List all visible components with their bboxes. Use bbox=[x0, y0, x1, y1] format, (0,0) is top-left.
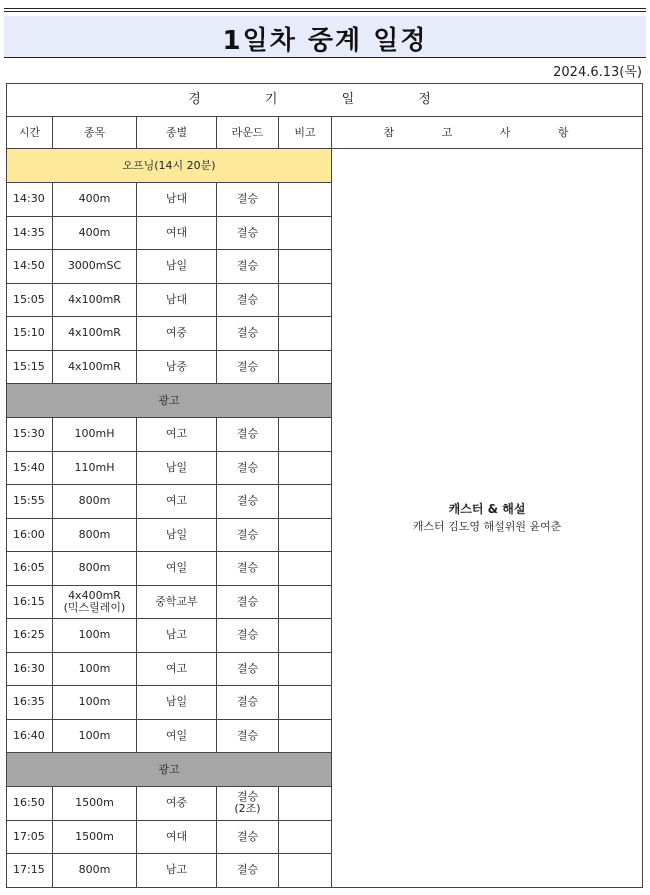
category-cell: 여중 bbox=[137, 317, 217, 351]
note-cell bbox=[279, 686, 332, 720]
note-cell bbox=[279, 283, 332, 317]
note-cell bbox=[279, 350, 332, 384]
round-cell: 결승 bbox=[217, 283, 279, 317]
note-cell bbox=[279, 854, 332, 888]
category-cell: 여일 bbox=[137, 552, 217, 586]
round-cell: 결승 bbox=[217, 686, 279, 720]
round-cell: 결승 bbox=[217, 619, 279, 653]
note-cell bbox=[279, 719, 332, 753]
round-cell: 결승 bbox=[217, 216, 279, 250]
event-cell: 100m bbox=[53, 686, 137, 720]
time-cell: 17:05 bbox=[7, 820, 53, 854]
event-cell bbox=[53, 585, 137, 619]
time-cell: 15:10 bbox=[7, 317, 53, 351]
time-cell: 14:50 bbox=[7, 250, 53, 284]
event-cell: 800m bbox=[53, 485, 137, 519]
round-cell: 결승 bbox=[217, 183, 279, 217]
time-cell: 16:30 bbox=[7, 652, 53, 686]
title-box bbox=[4, 16, 646, 58]
note-cell bbox=[279, 552, 332, 586]
note-cell bbox=[279, 418, 332, 452]
opening-cell: 오프닝(14시 20분) bbox=[7, 149, 332, 183]
ad-cell: 광고 bbox=[7, 753, 332, 787]
note-cell bbox=[279, 518, 332, 552]
time-cell: 16:40 bbox=[7, 719, 53, 753]
category-cell: 여대 bbox=[137, 820, 217, 854]
col-header-time: 시간 bbox=[7, 117, 53, 149]
category-cell: 여일 bbox=[137, 719, 217, 753]
time-cell: 14:35 bbox=[7, 216, 53, 250]
note-cell bbox=[279, 485, 332, 519]
round-cell: 결승 bbox=[217, 317, 279, 351]
time-cell: 17:15 bbox=[7, 854, 53, 888]
category-cell: 남일 bbox=[137, 451, 217, 485]
page-title: 1일차 중계 일정 bbox=[222, 26, 428, 56]
category-cell: 남일 bbox=[137, 250, 217, 284]
ad-cell: 광고 bbox=[7, 384, 332, 418]
event-cell: 800m bbox=[53, 552, 137, 586]
round-cell: 결승 bbox=[217, 518, 279, 552]
event-cell: 1500m bbox=[53, 787, 137, 821]
event-cell: 100mH bbox=[53, 418, 137, 452]
event-cell: 4x100mR bbox=[53, 317, 137, 351]
note-cell bbox=[279, 183, 332, 217]
col-header-note: 비고 bbox=[279, 117, 332, 149]
round-cell: 결승 bbox=[217, 250, 279, 284]
category-cell: 여고 bbox=[137, 485, 217, 519]
category-cell: 남고 bbox=[137, 619, 217, 653]
time-cell: 16:35 bbox=[7, 686, 53, 720]
note-cell bbox=[279, 451, 332, 485]
event-cell: 4x100mR bbox=[53, 350, 137, 384]
category-cell: 여대 bbox=[137, 216, 217, 250]
round-cell bbox=[217, 787, 279, 821]
col-header-round: 라운드 bbox=[217, 117, 279, 149]
time-cell: 16:05 bbox=[7, 552, 53, 586]
opening-row bbox=[7, 149, 643, 183]
time-cell: 16:00 bbox=[7, 518, 53, 552]
event-cell: 1500m bbox=[53, 820, 137, 854]
note-cell bbox=[279, 652, 332, 686]
time-cell: 15:55 bbox=[7, 485, 53, 519]
event-line-2: (믹스릴레이) bbox=[63, 600, 126, 614]
category-cell: 남일 bbox=[137, 686, 217, 720]
event-cell: 400m bbox=[53, 183, 137, 217]
caster-heading: 캐스터 & 해설 bbox=[448, 501, 526, 516]
category-cell: 남대 bbox=[137, 283, 217, 317]
round-cell: 결승 bbox=[217, 585, 279, 619]
note-cell bbox=[279, 619, 332, 653]
schedule-table bbox=[6, 83, 643, 888]
caster-detail: 캐스터 김도영 해설위원 윤여춘 bbox=[412, 519, 562, 533]
event-cell: 400m bbox=[53, 216, 137, 250]
note-cell bbox=[279, 820, 332, 854]
time-cell: 15:30 bbox=[7, 418, 53, 452]
time-cell: 15:05 bbox=[7, 283, 53, 317]
col-header-reference: 참 고 사 항 bbox=[332, 117, 643, 149]
col-header-category: 종별 bbox=[137, 117, 217, 149]
round-cell: 결승 bbox=[217, 820, 279, 854]
note-cell bbox=[279, 585, 332, 619]
time-cell: 16:15 bbox=[7, 585, 53, 619]
reference-notes-cell bbox=[332, 149, 643, 888]
round-cell: 결승 bbox=[217, 552, 279, 586]
note-cell bbox=[279, 787, 332, 821]
note-cell bbox=[279, 317, 332, 351]
category-cell: 중학교부 bbox=[137, 585, 217, 619]
round-line-1: 결승 bbox=[236, 790, 259, 804]
time-cell: 15:15 bbox=[7, 350, 53, 384]
time-cell: 14:30 bbox=[7, 183, 53, 217]
event-cell: 100m bbox=[53, 619, 137, 653]
category-cell: 남일 bbox=[137, 518, 217, 552]
round-cell: 결승 bbox=[217, 652, 279, 686]
event-cell: 3000mSC bbox=[53, 250, 137, 284]
column-header-row bbox=[7, 117, 643, 149]
category-cell: 여중 bbox=[137, 787, 217, 821]
time-cell: 16:25 bbox=[7, 619, 53, 653]
time-cell: 15:40 bbox=[7, 451, 53, 485]
round-cell: 결승 bbox=[217, 350, 279, 384]
round-cell: 결승 bbox=[217, 418, 279, 452]
section-header: 경 기 일 정 bbox=[7, 84, 643, 117]
event-cell: 110mH bbox=[53, 451, 137, 485]
note-cell bbox=[279, 250, 332, 284]
round-line-2: (2조) bbox=[234, 802, 261, 816]
event-cell: 100m bbox=[53, 719, 137, 753]
round-cell: 결승 bbox=[217, 451, 279, 485]
category-cell: 남중 bbox=[137, 350, 217, 384]
schedule-date: 2024.6.13(목) bbox=[553, 65, 642, 80]
event-cell: 100m bbox=[53, 652, 137, 686]
category-cell: 남고 bbox=[137, 854, 217, 888]
category-cell: 여고 bbox=[137, 418, 217, 452]
title-banner bbox=[4, 4, 646, 58]
col-header-event: 종목 bbox=[53, 117, 137, 149]
event-cell: 4x100mR bbox=[53, 283, 137, 317]
category-cell: 남대 bbox=[137, 183, 217, 217]
round-cell: 결승 bbox=[217, 719, 279, 753]
time-cell: 16:50 bbox=[7, 787, 53, 821]
round-cell: 결승 bbox=[217, 485, 279, 519]
event-line-1: 4x400mR bbox=[68, 588, 121, 602]
category-cell: 여고 bbox=[137, 652, 217, 686]
note-cell bbox=[279, 216, 332, 250]
event-cell: 800m bbox=[53, 854, 137, 888]
round-cell: 결승 bbox=[217, 854, 279, 888]
section-header-row bbox=[7, 84, 643, 117]
title-rule bbox=[4, 8, 646, 12]
event-cell: 800m bbox=[53, 518, 137, 552]
